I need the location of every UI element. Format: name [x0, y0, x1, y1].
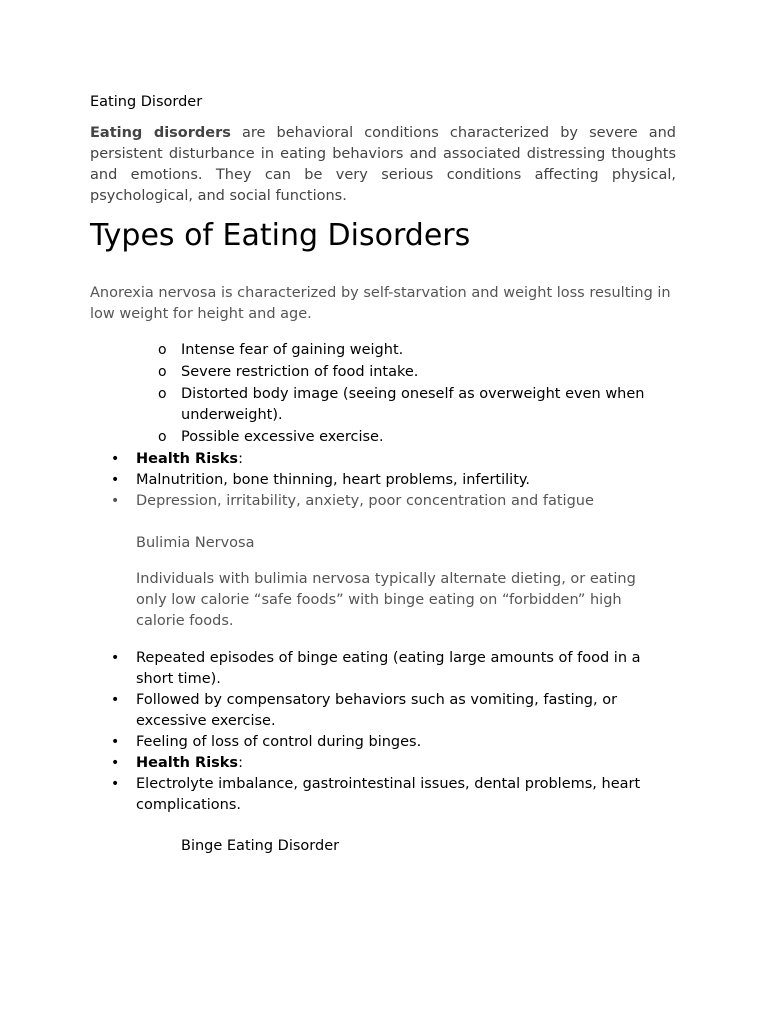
bulimia-title: Bulimia Nervosa	[136, 535, 255, 551]
bullet-marker: •	[111, 472, 120, 488]
intro-paragraph	[90, 123, 676, 207]
sub-bullet-marker: o	[158, 429, 167, 445]
list-item: • Followed by compensatory behaviors such as vomiting, fasting, or excessive exercise.	[111, 692, 618, 729]
bullet-marker: •	[111, 776, 120, 792]
bulimia-list	[111, 648, 676, 816]
bullet-marker: •	[111, 451, 120, 467]
sub-bullet-marker: o	[158, 342, 167, 358]
list-item: • Health Risks:	[136, 449, 681, 470]
health-risks-label: Health Risks	[136, 755, 239, 771]
bullet-marker: •	[111, 650, 120, 666]
bullet-marker: •	[111, 755, 120, 771]
list-item: o Intense fear of gaining weight.	[181, 340, 681, 361]
list-item: o Distorted body image (seeing oneself as overweight even when underweight).	[158, 386, 645, 423]
anorexia-description: Anorexia nervosa is characterized by self-starvation and weight loss resulting in low weight for height and age.	[90, 285, 671, 322]
list-item: • Repeated episodes of binge eating (eating large amounts of food in a short time).	[111, 650, 641, 687]
list-item: • Health Risks:	[136, 753, 676, 774]
list-item: • Electrolyte imbalance, gastrointestinal issues, dental problems, heart complications.	[111, 776, 641, 813]
intro-bold-term: Eating disorders	[90, 125, 231, 141]
binge-eating-title: Binge Eating Disorder	[181, 838, 340, 854]
list-item: o Possible excessive exercise.	[181, 427, 681, 448]
list-item: o Severe restriction of food intake.	[181, 362, 681, 383]
bullet-marker: •	[111, 734, 120, 750]
list-item: • Malnutrition, bone thinning, heart problems, infertility.	[136, 470, 681, 491]
list-item: • Feeling of loss of control during binges.	[136, 732, 676, 753]
health-risks-label: Health Risks	[136, 451, 239, 467]
bulimia-description: Individuals with bulimia nervosa typically alternate dieting, or eating only low calorie “safe foods” with binge eating on “forbidden” high calorie foods.	[136, 571, 636, 629]
sub-bullet-marker: o	[158, 364, 167, 380]
types-heading: Types of Eating Disorders	[90, 218, 471, 253]
intro-text: are behavioral conditions characterized by severe and persistent disturbance in eating behaviors and associated distressing thoughts and emotions. They can be very serious conditions affecting physical, psychological, and social functions.	[90, 125, 676, 204]
bullet-marker: •	[111, 493, 120, 509]
anorexia-risk-list	[111, 449, 681, 512]
list-item: • Depression, irritability, anxiety, poor concentration and fatigue	[136, 491, 681, 512]
anorexia-symptom-list	[158, 340, 681, 449]
bullet-marker: •	[111, 692, 120, 708]
document-title: Eating Disorder	[90, 94, 203, 110]
sub-bullet-marker: o	[158, 386, 167, 402]
